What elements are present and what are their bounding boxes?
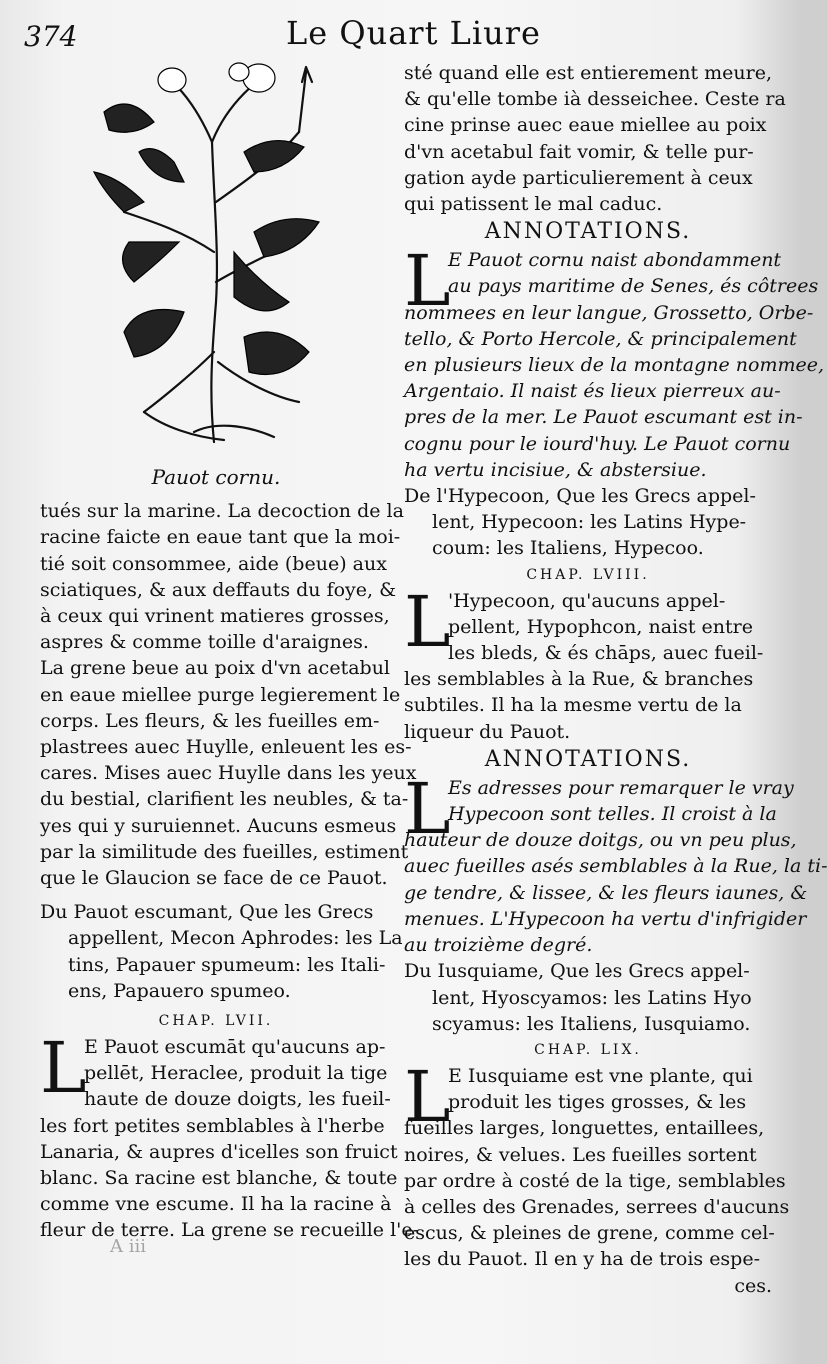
text-line: les du Pauot. Il en y ha de trois espe- <box>404 1248 761 1271</box>
text-line: yes qui y suruiennet. Aucuns esmeus <box>40 814 397 837</box>
text-line: du bestial, clarifient les neubles, & ta- <box>40 788 409 811</box>
heading-line: ens, Papauero spumeo. <box>68 979 291 1002</box>
annotations-heading: ANNOTATIONS. <box>484 746 692 772</box>
text-line: fueilles larges, longuettes, entaillees, <box>404 1117 765 1140</box>
text-line: E Pauot cornu naist abondamment <box>448 249 782 272</box>
chapter-number: CHAP. LIX. <box>534 1041 642 1058</box>
text-line: tello, & Porto Hercole, & principalement <box>404 327 797 350</box>
text-line: E Pauot escumāt qu'aucuns ap- <box>84 1036 386 1059</box>
text-line: que le Glaucion se face de ce Pauot. <box>40 867 388 890</box>
text-line: produit les tiges grosses, & les <box>448 1091 747 1114</box>
heading-line: De l'Hypecoon, Que les Grecs appel- <box>404 485 756 508</box>
text-line: La grene beue au poix d'vn acetabul <box>40 657 391 680</box>
heading-line: coum: les Italiens, Hypecoo. <box>432 537 704 560</box>
text-line: en eaue miellee purge legierement le <box>40 683 401 706</box>
annotation-paragraph <box>404 767 827 958</box>
text-line: & qu'elle tombe ià desseichee. Ceste ra <box>404 88 786 111</box>
annotations-heading: ANNOTATIONS. <box>484 219 692 245</box>
page-number: 374 <box>24 20 78 53</box>
text-line: sté quand elle est entierement meure, <box>404 62 772 84</box>
poppy-woodcut-illustration <box>84 52 344 452</box>
drop-cap: L <box>404 580 451 663</box>
text-line: E Iusquiame est vne plante, qui <box>448 1064 753 1087</box>
text-line: pres de la mer. Le Pauot escumant est in- <box>404 406 803 429</box>
text-line: Argentaio. Il naist és lieux pierreux au- <box>404 380 781 403</box>
left-column <box>40 464 420 1244</box>
drop-cap: L <box>404 240 451 323</box>
paragraph <box>40 1027 420 1244</box>
text-line: subtiles. Il ha la mesme vertu de la <box>404 694 742 717</box>
paragraph <box>404 60 786 217</box>
text-line: liqueur du Pauot. <box>404 720 571 743</box>
text-line: cares. Mises auec Huylle dans les yeux <box>40 762 417 785</box>
text-line: cine prinse auec eaue miellee au poix <box>404 114 767 137</box>
text-line: les semblables à la Rue, & branches <box>404 668 754 691</box>
drop-cap: L <box>404 1055 451 1138</box>
heading-line: Du Iusquiame, Que les Grecs appel- <box>404 960 750 983</box>
drop-cap: L <box>40 1027 87 1110</box>
text-line: cognu pour le iourd'huy. Le Pauot cornu <box>404 432 791 455</box>
text-line: aspres & comme toille d'araignes. <box>40 631 369 654</box>
heading-line: Du Pauot escumant, Que les Grecs <box>40 901 374 924</box>
text-line: les fort petites semblables à l'herbe <box>40 1114 385 1137</box>
text-line: à celles des Grenades, serrees d'aucuns <box>404 1195 790 1218</box>
text-line: Hypecoon sont telles. Il croist à la <box>448 803 777 826</box>
text-line: Lanaria, & aupres d'icelles son fruict <box>40 1140 398 1163</box>
text-line: les bleds, & és chāps, auec fueil- <box>448 642 764 665</box>
text-line: corps. Les fleurs, & les fueilles em- <box>40 709 380 732</box>
figure-caption: Pauot cornu. <box>151 465 281 489</box>
text-line: pellent, Hypophcon, naist entre <box>448 615 753 638</box>
text-line: d'vn acetabul fait vomir, & telle pur- <box>404 140 754 163</box>
text-line: tié soit consommee, aide (beue) aux <box>40 552 387 575</box>
text-line: tués sur la marine. La decoction de la <box>40 500 404 523</box>
text-line: 'Hypecoon, qu'aucuns appel- <box>448 589 726 612</box>
text-line: racine faicte en eaue tant que la moi- <box>40 526 401 549</box>
text-line: menues. L'Hypecoon ha vertu d'infrigider <box>404 907 807 930</box>
heading-line: lent, Hyoscyamos: les Latins Hyo <box>432 986 752 1009</box>
page-header <box>0 14 800 53</box>
chapter-heading <box>404 958 772 1037</box>
text-line: auec fueilles asés semblables à la Rue, la ti- <box>404 855 827 878</box>
text-line: à ceux qui vrinent matieres grosses, <box>40 605 390 628</box>
right-column <box>404 60 827 1299</box>
drop-cap: L <box>404 767 451 850</box>
chapter-number: CHAP. LVIII. <box>526 566 650 583</box>
text-line: ces. <box>734 1274 772 1297</box>
text-line: hauteur de douze doitgs, ou vn peu plus, <box>404 829 797 852</box>
text-line: comme vne escume. Il ha la racine à <box>40 1193 392 1216</box>
paragraph <box>404 580 772 745</box>
text-line: escus, & pleines de grene, comme cel- <box>404 1222 775 1245</box>
text-line: pellēt, Heraclee, produit la tige <box>84 1062 388 1085</box>
text-line: fleur de terre. La grene se recueille l'e- <box>40 1219 420 1242</box>
heading-line: lent, Hypecoon: les Latins Hype- <box>432 511 747 534</box>
text-line: Es adresses pour remarquer le vray <box>448 776 794 799</box>
text-line: haute de douze doigts, les fueil- <box>84 1088 391 1111</box>
signature-mark: A iii <box>110 1236 146 1257</box>
text-line: ge tendre, & lissee, & les fleurs iaunes, & <box>404 881 808 904</box>
text-line: blanc. Sa racine est blanche, & toute <box>40 1167 398 1190</box>
chapter-heading <box>404 483 772 562</box>
chapter-heading <box>40 899 403 1004</box>
text-line: noires, & velues. Les fueilles sortent <box>404 1143 757 1166</box>
heading-line: appellent, Mecon Aphrodes: les La <box>68 927 403 950</box>
paragraph <box>40 498 417 891</box>
heading-line: tins, Papauer spumeum: les Itali- <box>68 953 386 976</box>
text-line: par la similitude des fueilles, estiment <box>40 840 409 863</box>
running-head: Le Quart Liure <box>286 14 541 52</box>
text-line: nommees en leur langue, Grossetto, Orbe- <box>404 301 814 324</box>
text-line: au pays maritime de Senes, és côtrees <box>448 275 819 298</box>
text-line: en plusieurs lieux de la montagne nommee, <box>404 354 825 377</box>
text-line: ha vertu incisiue, & abstersiue. <box>404 458 707 481</box>
text-line: par ordre à costé de la tige, semblables <box>404 1169 786 1192</box>
text-line: plastrees auec Huylle, enleuent les es- <box>40 736 412 759</box>
paragraph <box>404 1055 790 1299</box>
text-line: qui patissent le mal caduc. <box>404 193 663 216</box>
annotation-paragraph <box>404 240 825 483</box>
text-line: au troizième degré. <box>404 934 593 957</box>
text-line: gation ayde particulierement à ceux <box>404 166 753 189</box>
chapter-number: CHAP. LVII. <box>158 1013 274 1030</box>
heading-line: scyamus: les Italiens, Iusquiamo. <box>432 1012 751 1035</box>
text-line: sciatiques, & aux deffauts du foye, & <box>40 578 397 601</box>
